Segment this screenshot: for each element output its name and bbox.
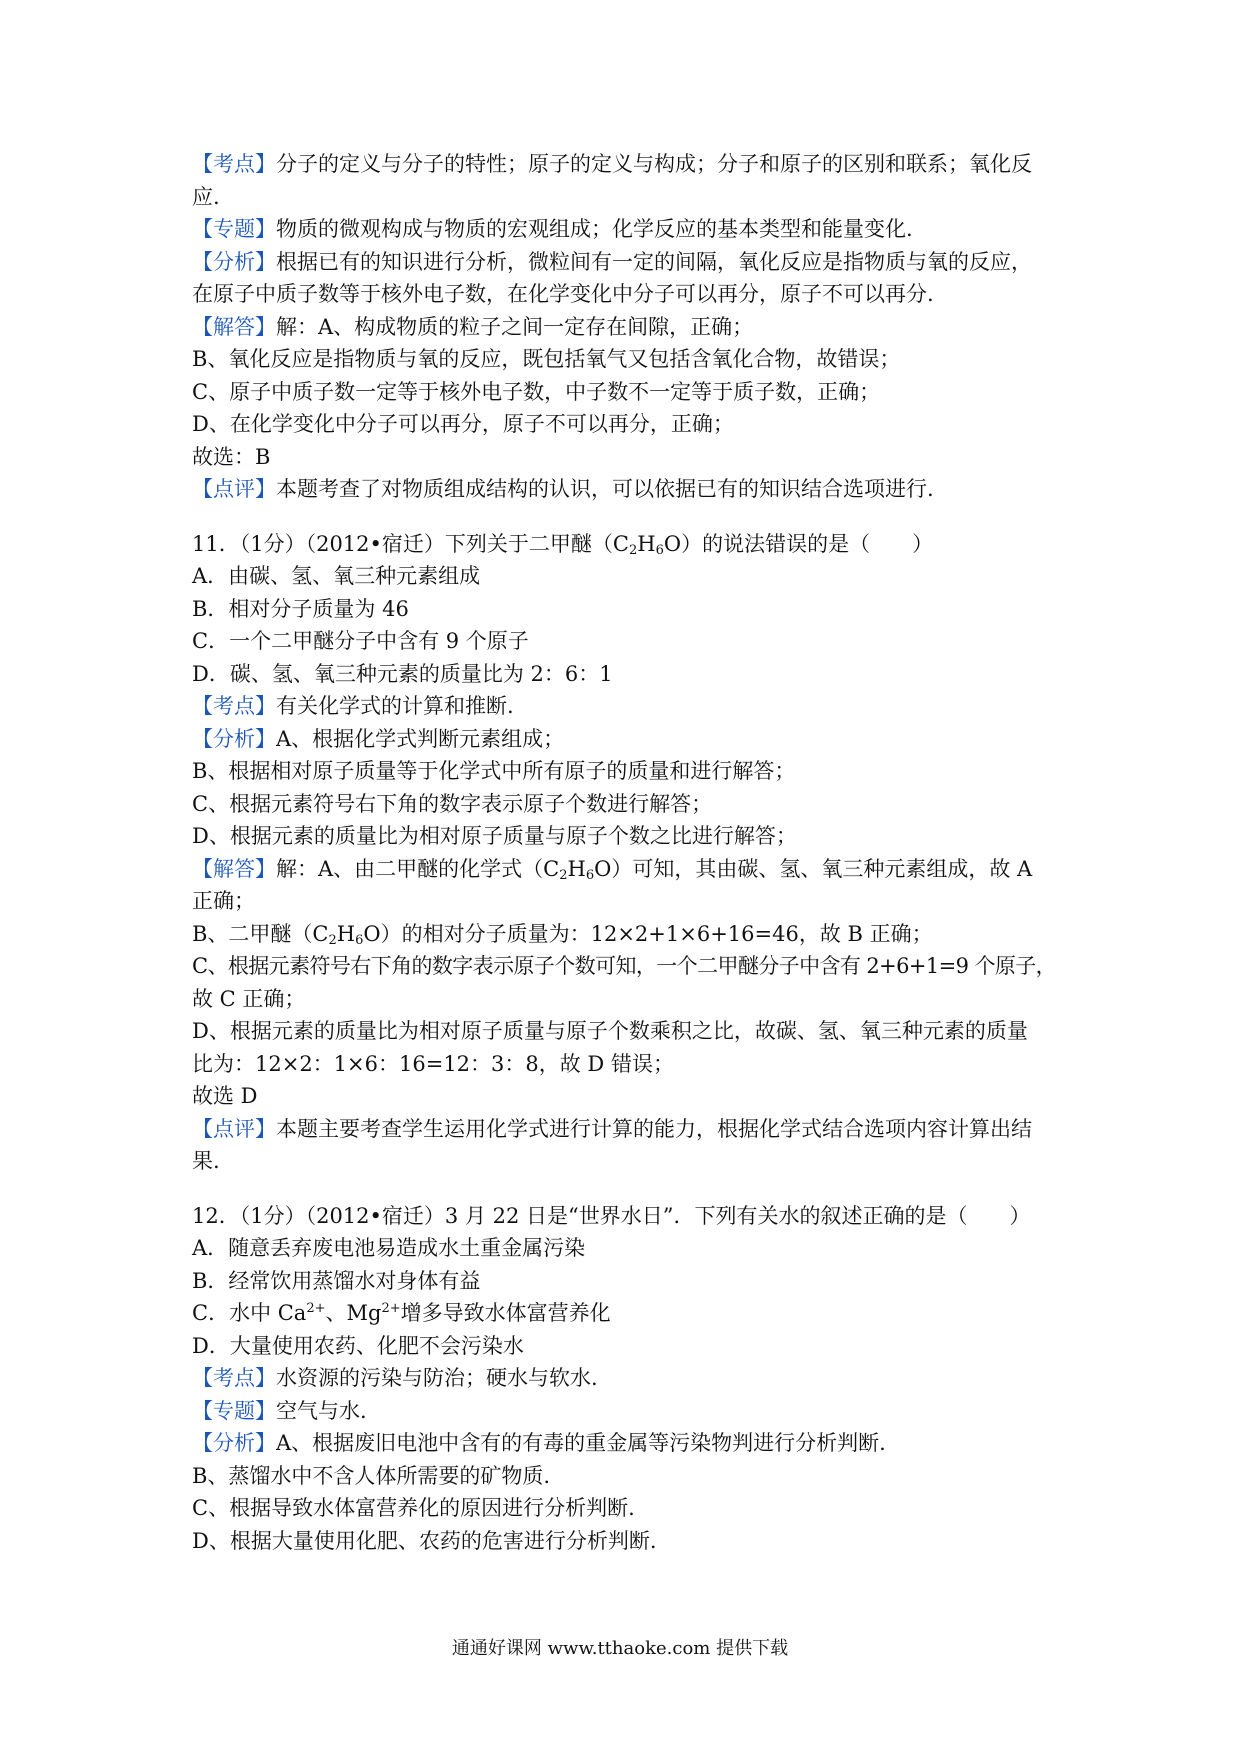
subscript: 6 [585, 867, 595, 883]
fenxi-text: A、根据化学式判断元素组成； [276, 726, 565, 751]
jieda-text: 解：A、构成物质的粒子之间一定存在间隙，正确； [276, 314, 754, 339]
dianping-text: 本题主要考查学生运用化学式进行计算的能力，根据化学式结合选项内容计算出结 [276, 1116, 1032, 1141]
jieda-c: C、原子中质子数一定等于核外电子数，中子数不一定等于质子数，正确； [192, 379, 881, 404]
answer-line: 故选：B [192, 444, 271, 469]
fenxi-line [192, 1427, 1072, 1460]
option-a: A．随意丢弃废电池易造成水土重金属污染 [192, 1236, 586, 1260]
zhuanti-tag: 【专题】 [192, 217, 276, 241]
jieda-line [192, 853, 1072, 886]
option-d: D．大量使用农药、化肥不会污染水 [192, 1333, 524, 1358]
fenxi-tag: 【分析】 [192, 1431, 276, 1455]
subscript: 2 [628, 542, 638, 558]
dianping-cont: 果. [192, 1149, 220, 1173]
fenxi-d: D、根据元素的质量比为相对原子质量与原子个数之比进行解答； [192, 824, 797, 848]
question-11 [192, 528, 1072, 561]
option-d: D．碳、氢、氧三种元素的质量比为 2：6：1 [192, 661, 613, 686]
fenxi-line-cont: 在原子中质子数等于核外电子数，在化学变化中分子可以再分，原子不可以再分. [192, 282, 934, 306]
zhuanti-text: 空气与水. [276, 1398, 367, 1423]
kaodian-tag: 【考点】 [192, 152, 276, 176]
jieda-text: 解：A、由二甲醚的化学式（C [276, 856, 560, 881]
section-gap [192, 506, 1072, 528]
jieda-c: C、根据元素符号右下角的数字表示原子个数可知，一个二甲醚分子中含有 2+6+1=9 个原子， [192, 954, 1057, 978]
option-b: B．经常饮用蒸馏水对身体有益 [192, 1268, 481, 1293]
question-12: 12．（1分）（2012•宿迁）3 月 22 日是“世界水日”．下列有关水的叙述正确的是（ ） [192, 1203, 1031, 1228]
jieda-d: D、在化学变化中分子可以再分，原子不可以再分，正确； [192, 412, 734, 436]
kaodian-line [192, 690, 1072, 723]
jieda-c-cont: 故 C 正确； [192, 986, 306, 1011]
jieda-text: O）可知，其由碳、氢、氧三种元素组成，故 A [594, 856, 1033, 881]
jieda-d-cont: 比为：12×2：1×6：16=12：3：8，故 D 错误； [192, 1051, 674, 1076]
fenxi-d: D、根据大量使用化肥、农药的危害进行分析判断. [192, 1528, 657, 1553]
formula-part: H [637, 531, 656, 556]
formula-part: H [567, 856, 586, 881]
dianping-line [192, 1113, 1072, 1146]
kaodian-text: 水资源的污染与防治；硬水与软水. [276, 1366, 598, 1390]
fenxi-line [192, 723, 1072, 756]
kaodian-text: 有关化学式的计算和推断. [276, 694, 514, 718]
kaodian-line [192, 148, 1072, 181]
dianping-text: 本题考查了对物质组成结构的认识，可以依据已有的知识结合选项进行. [276, 477, 934, 501]
question-text: 11．（1分）（2012•宿迁）下列关于二甲醚（C [192, 531, 629, 556]
dianping-line [192, 473, 1072, 506]
document-body [192, 148, 1072, 1557]
option-b: B．相对分子质量为 46 [192, 596, 409, 621]
option-text: 、Mg [325, 1301, 382, 1325]
question-text: O）的说法错误的是（ ） [663, 531, 934, 556]
jieda-line [192, 311, 1072, 344]
jieda-cont: 正确； [192, 889, 255, 913]
jieda-text: B、二甲醚（C [192, 921, 329, 946]
formula-part: H [336, 921, 356, 946]
option-a: A．由碳、氢、氧三种元素组成 [192, 564, 481, 588]
subscript: 2 [328, 932, 337, 948]
fenxi-line [192, 246, 1072, 279]
subscript: 2 [559, 867, 568, 883]
zhuanti-tag: 【专题】 [192, 1398, 276, 1423]
zhuanti-line [192, 1395, 1072, 1428]
fenxi-c: C、根据导致水体富营养化的原因进行分析判断. [192, 1496, 635, 1520]
dianping-tag: 【点评】 [192, 1116, 276, 1141]
dianping-tag: 【点评】 [192, 477, 276, 501]
jieda-tag: 【解答】 [192, 856, 276, 881]
kaodian-tag: 【考点】 [192, 1366, 276, 1390]
option-c: C．一个二甲醚分子中含有 9 个原子 [192, 629, 529, 653]
option-c [192, 1297, 1072, 1330]
superscript: 2+ [306, 1301, 326, 1316]
fenxi-text: 根据已有的知识进行分析，微粒间有一定的间隔，氧化反应是指物质与氧的反应， [276, 249, 1032, 274]
kaodian-line-cont: 应. [192, 184, 220, 209]
fenxi-tag: 【分析】 [192, 249, 276, 274]
zhuanti-line [192, 213, 1072, 246]
page-footer: 通通好课网 www.tthaoke.com 提供下载 [451, 1638, 789, 1659]
fenxi-b: B、根据相对原子质量等于化学式中所有原子的质量和进行解答； [192, 759, 796, 783]
answer-line: 故选 D [192, 1084, 258, 1108]
jieda-tag: 【解答】 [192, 314, 276, 339]
kaodian-tag: 【考点】 [192, 694, 276, 718]
kaodian-line [192, 1362, 1072, 1395]
fenxi-c: C、根据元素符号右下角的数字表示原子个数进行解答； [192, 791, 713, 816]
fenxi-tag: 【分析】 [192, 726, 276, 751]
superscript: 2+ [381, 1301, 401, 1316]
jieda-d: D、根据元素的质量比为相对原子质量与原子个数乘积之比，故碳、氢、氧三种元素的质量 [192, 1019, 1028, 1043]
subscript: 6 [655, 542, 664, 558]
fenxi-b: B、蒸馏水中不含人体所需要的矿物质. [192, 1463, 551, 1488]
option-text: C．水中 Ca [192, 1301, 307, 1325]
kaodian-text: 分子的定义与分子的特性；原子的定义与构成；分子和原子的区别和联系；氧化反 [276, 152, 1032, 176]
section-gap [192, 1178, 1072, 1200]
fenxi-text: A、根据废旧电池中含有的有毒的重金属等污染物判进行分析判断. [276, 1431, 886, 1455]
jieda-b: B、氧化反应是指物质与氧的反应，既包括氧气又包括含氧化合物，故错误； [192, 347, 901, 371]
jieda-text: O）的相对分子质量为：12×2+1×6+16=46，故 B 正确； [363, 921, 933, 946]
jieda-b [192, 918, 1072, 951]
subscript: 6 [355, 932, 364, 948]
zhuanti-text: 物质的微观构成与物质的宏观组成；化学反应的基本类型和能量变化. [276, 217, 913, 241]
option-text: 增多导致水体富营养化 [400, 1301, 611, 1325]
